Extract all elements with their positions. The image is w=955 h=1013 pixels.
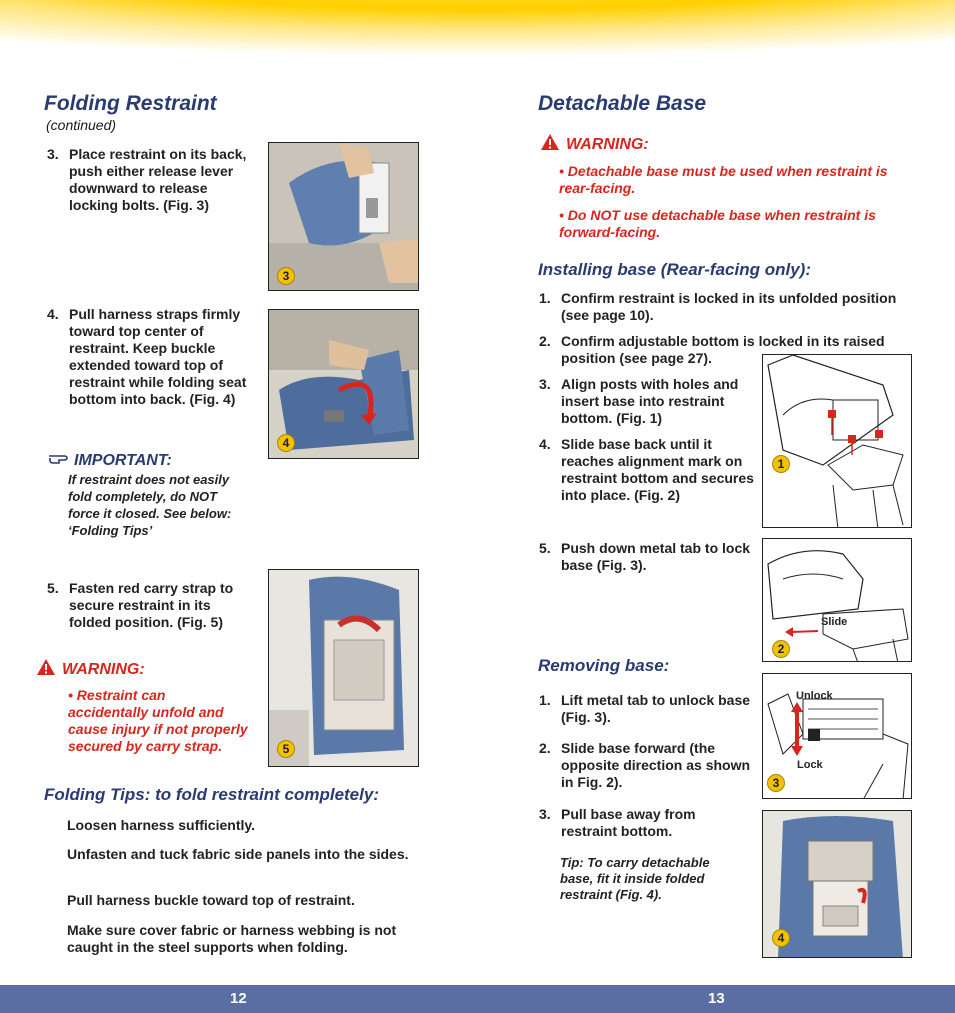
carry-tip: Tip: To carry detachable base, fit it inside folded restraint (Fig. 4). (560, 855, 710, 902)
step-3-fold (47, 146, 257, 214)
left-warning-heading (36, 658, 145, 681)
slide-label: Slide (821, 616, 848, 628)
warning-triangle-icon (540, 133, 560, 156)
step-number: 5. (539, 540, 551, 556)
page-number-left: 12 (230, 990, 247, 1007)
figure-3-photo (268, 142, 419, 291)
step-number: 5. (47, 580, 59, 596)
step-4-fold (47, 306, 257, 408)
figure-badge: 5 (277, 740, 295, 758)
tip-paragraph: Unfasten and tuck fabric side panels into the sides. (67, 846, 409, 862)
step-text: Confirm restraint is locked in its unfolded position (see page 10). (561, 290, 897, 323)
top-yellow-band (0, 0, 955, 70)
figure-badge: 3 (767, 774, 785, 792)
step-number: 2. (539, 333, 551, 349)
figure-badge: 3 (277, 267, 295, 285)
warning-triangle-icon (36, 658, 56, 681)
unlock-label: Unlock (796, 690, 833, 702)
remove-step-3 (539, 806, 754, 840)
important-heading (48, 452, 172, 470)
folding-tips-heading: Folding Tips: to fold restraint completely: (44, 785, 379, 804)
right-warning-heading (540, 133, 649, 156)
figure-badge: 1 (772, 455, 790, 473)
installing-base-heading: Installing base (Rear-facing only): (538, 260, 811, 279)
figure-4-photo (268, 309, 419, 459)
step-text: Place restraint on its back, push either release lever downward to release locking bolts. (Fig. 3) (69, 146, 247, 213)
figure-4-photo-base (762, 810, 912, 958)
step-number: 1. (539, 290, 551, 306)
step-text: Fasten red carry strap to secure restraint in its folded position. (Fig. 5) (69, 580, 234, 630)
step-number: 4. (47, 306, 59, 322)
step-text: Align posts with holes and insert base into restraint bottom. (Fig. 1) (561, 376, 739, 426)
step-5-fold (47, 580, 257, 631)
step-number: 3. (47, 146, 59, 162)
warning-label: WARNING: (62, 660, 145, 678)
important-text: If restraint does not easily fold completely, do NOT force it closed. See below: ‘Folding Tips’ (68, 472, 232, 538)
step-number: 1. (539, 692, 551, 708)
remove-step-1 (539, 692, 754, 726)
remove-step-2 (539, 740, 754, 791)
figure-3-diagram (762, 673, 912, 799)
figure-badge: 2 (772, 640, 790, 658)
figure-5-photo (268, 569, 419, 767)
step-text: Pull base away from restraint bottom. (561, 806, 696, 839)
step-text: Lift metal tab to unlock base (Fig. 3). (561, 692, 751, 725)
page-number-right: 13 (708, 990, 725, 1007)
footer-bar (0, 985, 955, 1013)
figure-badge: 4 (277, 434, 295, 452)
left-page-title: Folding Restraint (44, 92, 217, 115)
left-warning-text: • Restraint can accidentally unfold and cause injury if not properly secured by carry strap. (68, 687, 248, 754)
tip-paragraph: Pull harness buckle toward top of restraint. (67, 892, 355, 908)
step-text: Slide base forward (the opposite direction as shown in Fig. 2). (561, 740, 751, 790)
install-step-3 (539, 376, 754, 427)
step-text: Push down metal tab to lock base (Fig. 3). (561, 540, 751, 573)
figure-1-diagram (762, 354, 912, 528)
right-warning-bullet: • Do NOT use detachable base when restraint is forward-facing. (559, 207, 876, 240)
left-page-subtitle: (continued) (46, 117, 117, 133)
step-number: 4. (539, 436, 551, 452)
important-label: IMPORTANT: (74, 452, 172, 469)
right-warning-bullet: • Detachable base must be used when restraint is rear-facing. (559, 163, 888, 196)
step-number: 3. (539, 806, 551, 822)
right-page-title: Detachable Base (538, 92, 707, 115)
removing-base-heading: Removing base: (538, 656, 670, 675)
step-text: Confirm adjustable bottom is locked in its raised position (see page 27). (561, 333, 885, 366)
tip-paragraph: Make sure cover fabric or harness webbing is not caught in the steel supports when folding. (67, 922, 397, 955)
tip-paragraph: Loosen harness sufficiently. (67, 817, 256, 833)
step-number: 2. (539, 740, 551, 756)
install-step-4 (539, 436, 754, 504)
install-step-5 (539, 540, 754, 574)
step-text: Slide base back until it reaches alignment mark on restraint bottom and secures into place. (Fig. 2) (561, 436, 754, 503)
figure-2-diagram (762, 538, 912, 662)
figure-badge: 4 (772, 929, 790, 947)
lock-label: Lock (797, 759, 823, 771)
install-step-1 (539, 290, 914, 324)
step-text: Pull harness straps firmly toward top center of restraint. Keep buckle extended toward top of restraint while folding seat bottom into back. (Fig. 4) (69, 306, 247, 407)
pointing-hand-icon (48, 452, 68, 470)
warning-label: WARNING: (566, 135, 649, 153)
step-number: 3. (539, 376, 551, 392)
